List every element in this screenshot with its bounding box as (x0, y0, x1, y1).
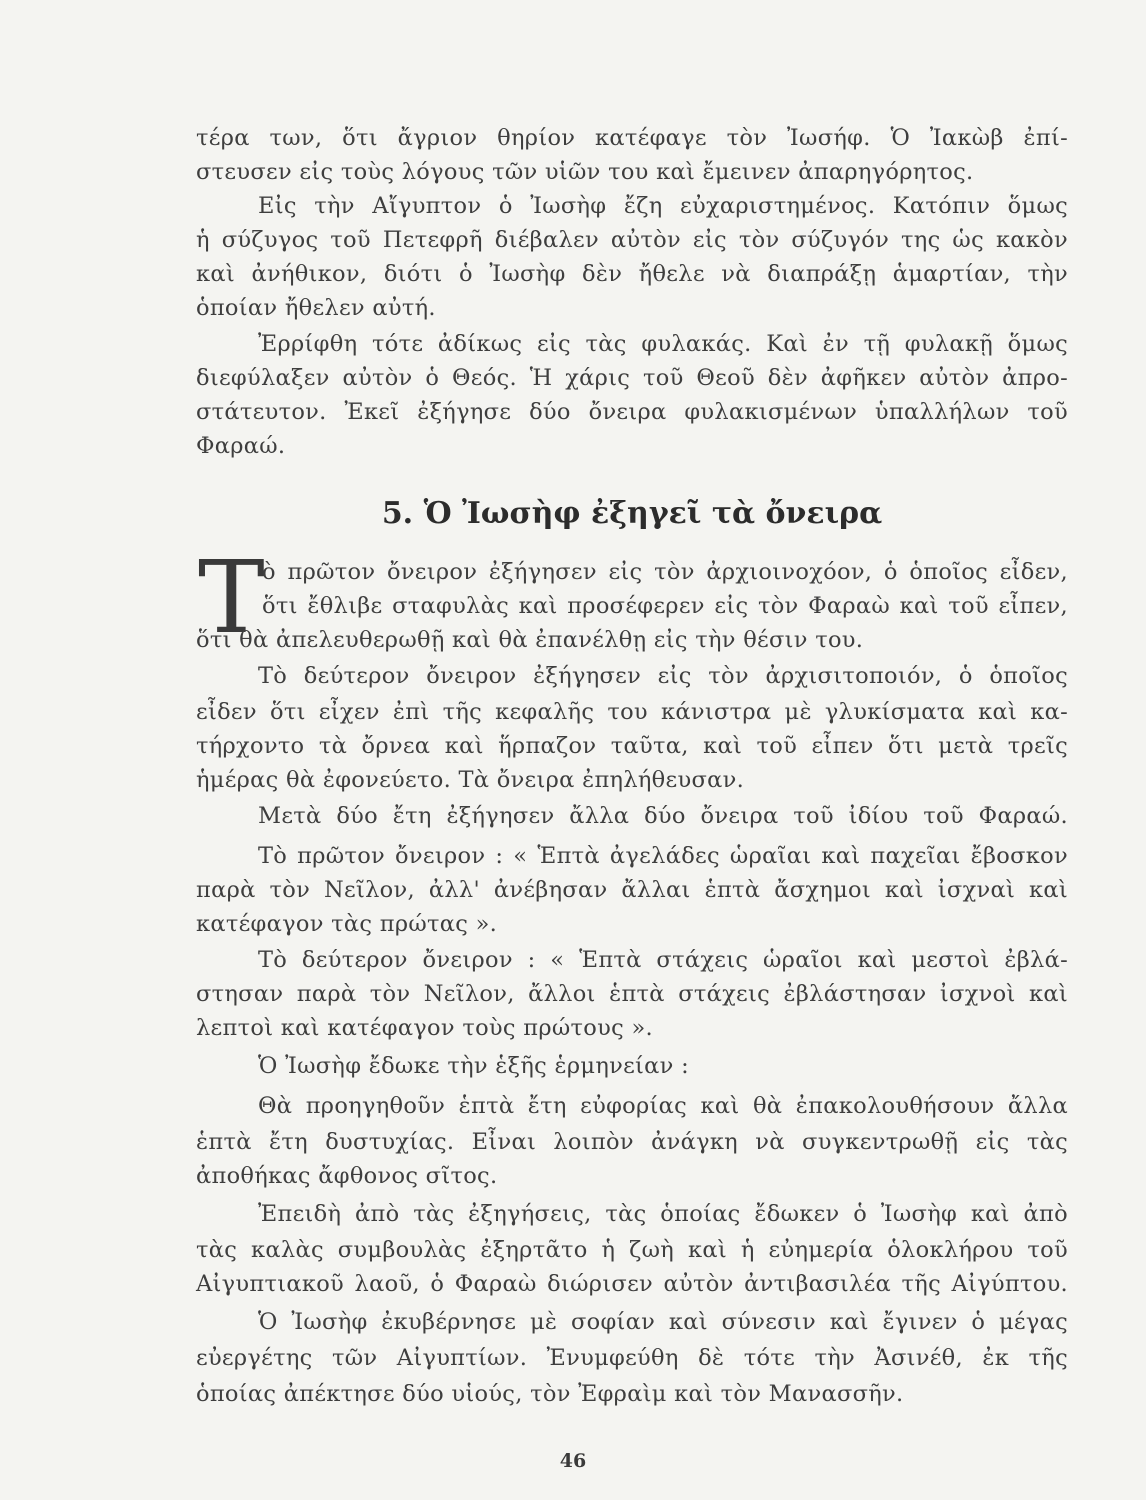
text-line: Τὸ δεύτερον ὄνειρον : « Ἑπτὰ στάχεις ὡραῖοι καὶ μεστοὶ ἐβλά- (258, 947, 1068, 973)
text-line: τήρχοντο τὰ ὄρνεα καὶ ἥρπαζον ταῦτα, καὶ τοῦ εἶπεν ὅτι μετὰ τρεῖς (196, 733, 1068, 759)
text-line: στησαν παρὰ τὸν Νεῖλον, ἄλλοι ἑπτὰ στάχεις ἐβλάστησαν ἰσχνοὶ καὶ (196, 981, 1068, 1007)
text-line: ὁποίαν ἤθελεν αὐτή. (196, 295, 436, 321)
text-line: τὰς καλὰς συμβουλὰς ἐξηρτᾶτο ἡ ζωὴ καὶ ἡ εὐημερία ὁλοκλήρου τοῦ (196, 1237, 1068, 1263)
text-line: Ὁ Ἰωσὴφ ἔδωκε τὴν ἑξῆς ἑρμηνείαν : (258, 1053, 689, 1079)
text-line: τέρα των, ὅτι ἄγριον θηρίον κατέφαγε τὸν Ἰωσήφ. Ὁ Ἰακὼβ ἐπί- (196, 125, 1068, 151)
text-line: ὸ πρῶτον ὄνειρον ἐξήγησεν εἰς τὸν ἀρχιοινοχόον, ὁ ὁποῖος εἶδεν, (262, 559, 1068, 585)
text-line: ἡμέρας θὰ ἐφονεύετο. Τὰ ὄνειρα ἐπηλήθευσαν. (196, 767, 745, 793)
drop-cap: Τ (198, 539, 265, 656)
text-line: Θὰ προηγηθοῦν ἑπτὰ ἔτη εὐφορίας καὶ θὰ ἐπακολουθήσουν ἄλλα (258, 1093, 1068, 1119)
text-line: παρὰ τὸν Νεῖλον, ἀλλ' ἀνέβησαν ἄλλαι ἑπτὰ ἄσχημοι καὶ ἰσχναὶ καὶ (196, 877, 1068, 903)
text-line: εὐεργέτης τῶν Αἰγυπτίων. Ἐνυμφεύθη δὲ τότε τὴν Ἀσινέθ, ἐκ τῆς (196, 1345, 1068, 1371)
text-line: ἀποθήκας ἄφθονος σῖτος. (196, 1163, 498, 1189)
text-line: Αἰγυπτιακοῦ λαοῦ, ὁ Φαραὼ διώρισεν αὐτὸν ἀντιβασιλέα τῆς Αἰγύπτου. (196, 1271, 1068, 1297)
text-line: Εἰς τὴν Αἴγυπτον ὁ Ἰωσὴφ ἔζη εὐχαριστημένος. Κατόπιν ὅμως (258, 193, 1068, 219)
text-line: Τὸ δεύτερον ὄνειρον ἐξήγησεν εἰς τὸν ἀρχισιτοποιόν, ὁ ὁποῖος (258, 663, 1068, 689)
text-line: Ὁ Ἰωσὴφ ἐκυβέρνησε μὲ σοφίαν καὶ σύνεσιν καὶ ἔγινεν ὁ μέγας (258, 1309, 1068, 1335)
text-line: στευσεν εἰς τοὺς λόγους τῶν υἱῶν του καὶ ἔμεινεν ἀπαρηγόρητος. (196, 159, 974, 185)
text-line: ὅτι ἔθλιβε σταφυλὰς καὶ προσέφερεν εἰς τὸν Φαραὼ καὶ τοῦ εἶπεν, (262, 593, 1068, 619)
text-line: λεπτοὶ καὶ κατέφαγον τοὺς πρώτους ». (196, 1015, 653, 1041)
text-line: ἑπτὰ ἔτη δυστυχίας. Εἶναι λοιπὸν ἀνάγκη νὰ συγκεντρωθῇ εἰς τὰς (196, 1129, 1068, 1155)
section-heading: 5. Ὁ Ἰωσὴφ ἐξηγεῖ τὰ ὄνειρα (381, 496, 883, 531)
text-line: ὅτι θὰ ἀπελευθερωθῇ καὶ θὰ ἐπανέλθῃ εἰς τὴν θέσιν του. (196, 627, 864, 653)
text-line: ἡ σύζυγος τοῦ Πετεφρῆ διέβαλεν αὐτὸν εἰς τὸν σύζυγόν της ὡς κακὸν (196, 227, 1068, 253)
text-line: Τὸ πρῶτον ὄνειρον : « Ἑπτὰ ἀγελάδες ὡραῖαι καὶ παχεῖαι ἔβοσκον (258, 843, 1068, 869)
text-line: εἶδεν ὅτι εἶχεν ἐπὶ τῆς κεφαλῆς του κάνιστρα μὲ γλυκίσματα καὶ κα- (196, 699, 1068, 725)
text-line: κατέφαγον τὰς πρώτας ». (196, 911, 498, 937)
text-line: ὁποίας ἀπέκτησε δύο υἱούς, τὸν Ἐφραὶμ καὶ τὸν Μανασσῆν. (196, 1381, 904, 1407)
text-line: διεφύλαξεν αὐτὸν ὁ Θεός. Ἡ χάρις τοῦ Θεοῦ δὲν ἀφῆκεν αὐτὸν ἀπρο- (196, 365, 1068, 391)
text-line: Μετὰ δύο ἔτη ἐξήγησεν ἄλλα δύο ὄνειρα τοῦ ἰδίου τοῦ Φαραώ. (258, 803, 1068, 829)
page-number: 46 (559, 1450, 587, 1472)
text-line: Ἐρρίφθη τότε ἀδίκως εἰς τὰς φυλακάς. Καὶ ἐν τῇ φυλακῇ ὅμως (258, 331, 1068, 357)
text-line: στάτευτον. Ἐκεῖ ἐξήγησε δύο ὄνειρα φυλακισμένων ὑπαλλήλων τοῦ (196, 399, 1068, 425)
text-line: Ἐπειδὴ ἀπὸ τὰς ἐξηγήσεις, τὰς ὁποίας ἔδωκεν ὁ Ἰωσὴφ καὶ ἀπὸ (258, 1201, 1068, 1227)
text-line: Φαραώ. (196, 433, 286, 459)
text-line: καὶ ἀνήθικον, διότι ὁ Ἰωσὴφ δὲν ἤθελε νὰ διαπράξῃ ἁμαρτίαν, τὴν (196, 261, 1068, 287)
